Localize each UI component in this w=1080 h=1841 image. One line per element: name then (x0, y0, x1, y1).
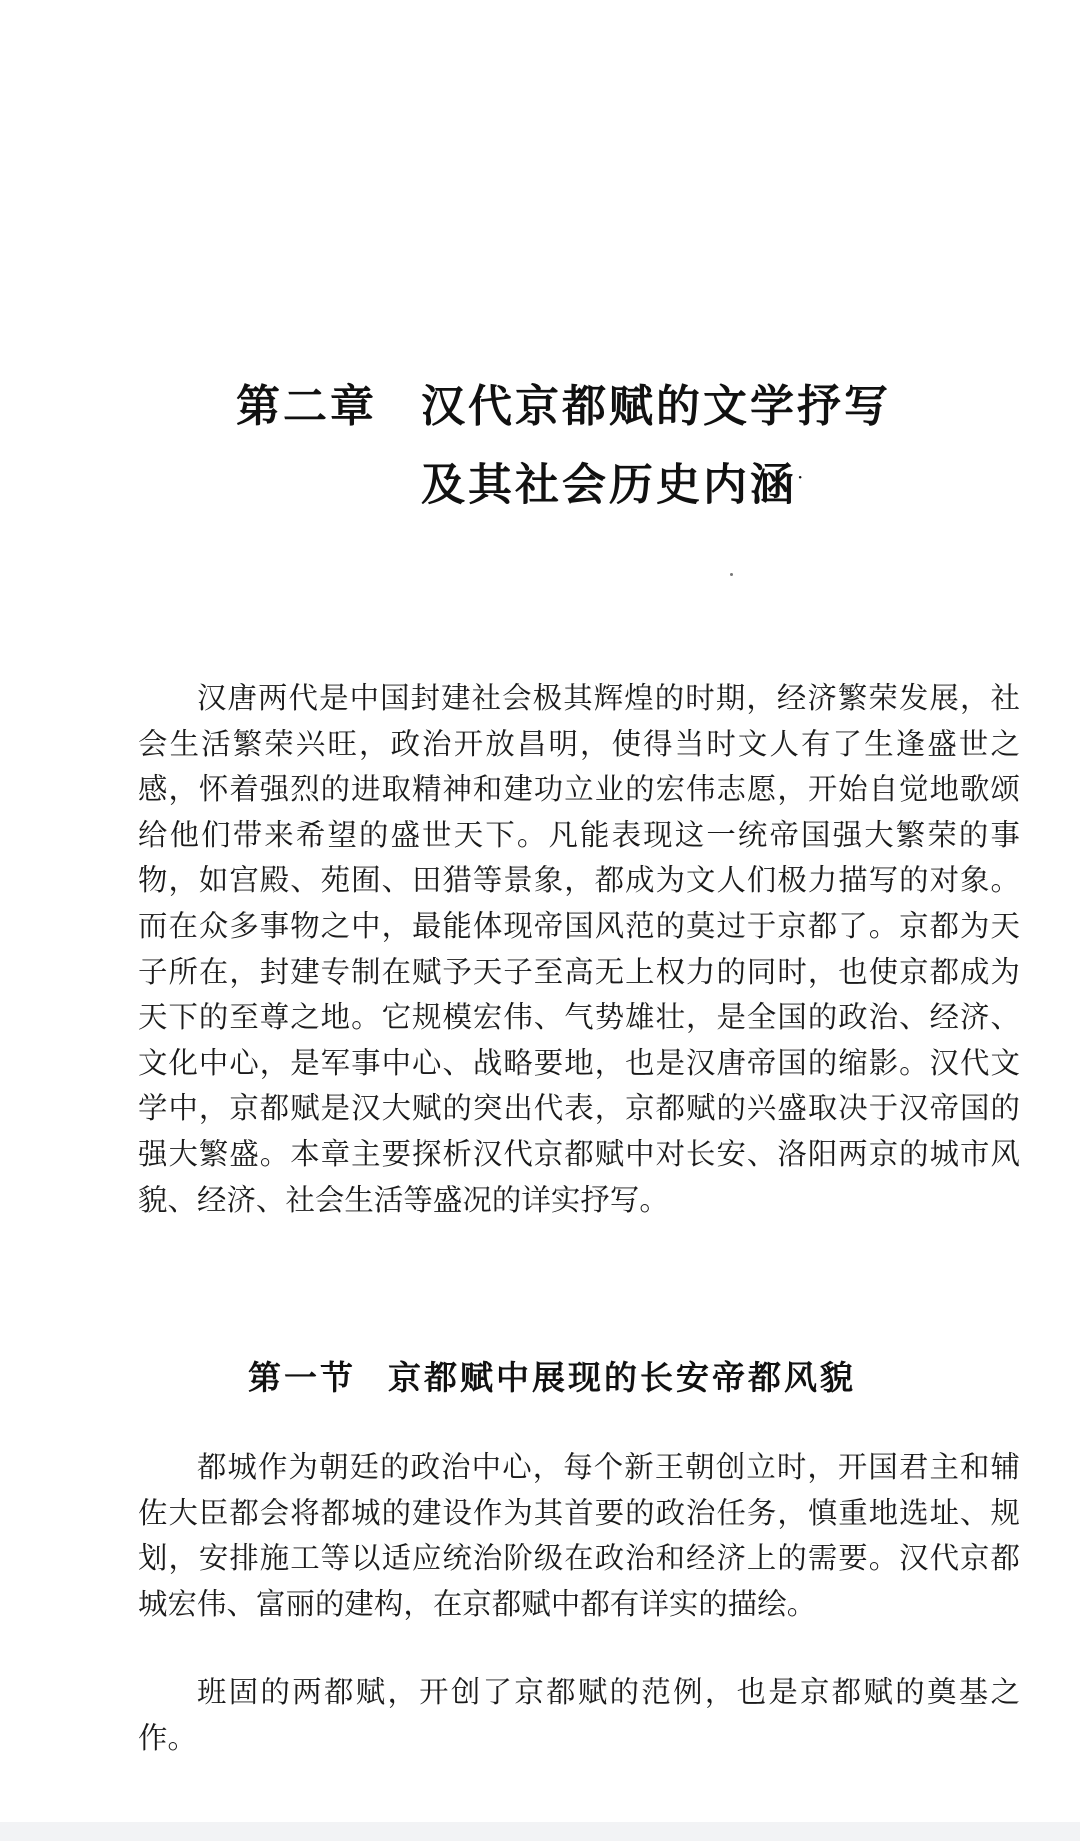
chapter-title-note-mark: · (797, 465, 807, 489)
chapter-title-line-2: 及其社会历史内涵 (421, 459, 797, 511)
section-paragraph-2: 班固的两都赋，开创了京都赋的范例，也是京都赋的奠基之作。 (138, 1675, 1020, 1755)
section-heading (248, 1356, 856, 1400)
chapter-label: 第二章 (236, 381, 377, 432)
chapter-heading (236, 372, 936, 521)
bottom-strip (0, 1822, 1080, 1841)
chapter-heading-line-1 (236, 372, 936, 442)
section-label: 第一节 (248, 1358, 356, 1397)
intro-paragraph: 汉唐两代是中国封建社会极其辉煌的时期，经济繁荣发展，社会生活繁荣兴旺，政治开放昌明，使得当时文人有了生逢盛世之感，怀着强烈的进取精神和建功立业的宏伟志愿，开始自觉地歌颂给他们带来希望的盛世天下。凡能表现这一统帝国强大繁荣的事物，如宫殿、苑囿、田猎等景象，都成为文人们极力描写的对象。而在众多事物之中，最能体现帝国风范的莫过于京都了。京都为天子所在，封建专制在赋予天子至高无上权力的同时，也使京都成为天下的至尊之地。它规模宏伟、气势雄壮，是全国的政治、经济、文化中心，是军事中心、战略要地，也是汉唐帝国的缩影。汉代文学中，京都赋是汉大赋的突出代表，京都赋的兴盛取决于汉帝国的强大繁盛。本章主要探析汉代京都赋中对长安、洛阳两京的城市风貌、经济、社会生活等盛况的详实抒写。 (138, 681, 1020, 1217)
section-paragraph-1: 都城作为朝廷的政治中心，每个新王朝创立时，开国君主和辅佐大臣都会将都城的建设作为其首要的政治任务，慎重地选址、规划，安排施工等以适应统治阶级在政治和经济上的需要。汉代京都城宏伟、富丽的建构，在京都赋中都有详实的描绘。 (138, 1450, 1020, 1621)
chapter-title-line-1: 汉代京都赋的文学抒写 (421, 381, 891, 432)
scan-speck (730, 573, 733, 576)
section-title: 京都赋中展现的长安帝都风貌 (388, 1358, 856, 1397)
chapter-heading-line-2 (421, 442, 936, 521)
